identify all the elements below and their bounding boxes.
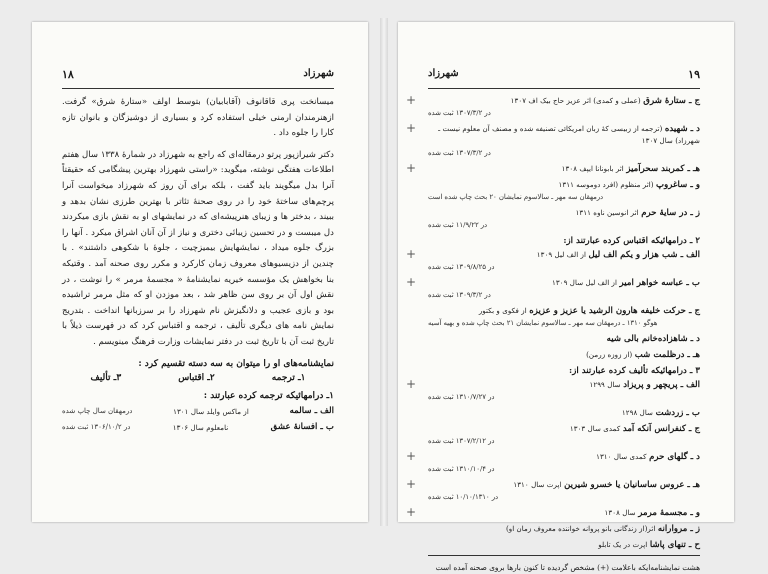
list-item <box>428 539 700 551</box>
list-item-title: ج ـ ستارهٔ شرق <box>643 96 700 106</box>
list-item-date: هوگو ۱۳۱۰ ـ درمهقان سه مهر ـ سالاسوم نمایشان ۲۱ بحث چاپ شده و بهیه آسیه <box>428 319 658 327</box>
left-page <box>32 22 368 522</box>
list-item-title: و ـ ساغروپ <box>656 180 700 190</box>
list-item-title: د ـ گلهای حرم <box>649 452 700 462</box>
list-item-meta: اپرت در یک تابلو <box>598 540 648 549</box>
category-item: ۳ـ تألیف <box>90 372 122 383</box>
list-item <box>406 93 700 119</box>
paragraph: میسانخت پری قاقانوف (آقابابیان) بتوسط اولف «ستارهٔ شرق» گرفت. ازهنرمندان ارمنی خیلی استفاده کرد و بسیاری از دوشیزگان و بانوان تازه کارا را جلوه داد . <box>62 97 334 139</box>
list-item <box>406 247 700 273</box>
list-item-date: در ۱۳۰۷/۲/۱۲ ثبت شده <box>428 437 495 445</box>
list-item-meta: اثر انوسین ناوه ۱۳۱۱ <box>575 208 639 217</box>
list-item-meta: از فکوی و بکتور <box>478 306 527 315</box>
list-item <box>428 523 700 535</box>
list-item-meta: از ماکس وایلد سال ۱۳۰۱ <box>173 406 249 416</box>
list-item-meta: اثر(از زندگانی بانو پروانه خواننده معروف زمان او) <box>505 524 656 533</box>
header-rule <box>428 88 700 89</box>
list-item-title: ب ـ عباسه خواهر امیر <box>619 278 700 288</box>
list-item-date: در ۱۳۰۷/۳/۲ ثبت شده <box>428 149 491 157</box>
list-item-title: الف ـ پریچهر و پریزاد <box>623 380 700 390</box>
list-item-meta: از الف لیل ۱۳۰۹ <box>536 250 586 259</box>
list-item-meta: (ترجمه از زبیسی کهٔ زبان امریکائی تصنیفه شده و مصنف آن معلوم نیست ـ شهرزاد) سال ۱۳۰۷ <box>438 124 700 145</box>
list-item-title: ز ـ در سایهٔ حرم <box>641 208 700 218</box>
list-item <box>406 161 700 175</box>
subheading: نمایشنامه‌های او را میتوان به سه دسته تقسیم کرد : <box>138 358 334 369</box>
page-number: ۱۹ <box>688 68 700 81</box>
footnote: هشت نمایشنامه‌ایکه باعلامت (+) مشخص گردیده تا کنون بارها بروی صحنه آمده است <box>435 563 700 572</box>
category-item: ۲ـ اقتباس <box>178 372 215 383</box>
section-heading: ۲ ـ درامهائیکه اقتباس کرده عبارتند از: <box>563 236 700 246</box>
list-item-date: در ۱۳۱۰/۷/۲۷ ثبت شده <box>428 393 495 401</box>
list-item-meta: کمدی سال ۱۳۱۰ <box>596 452 647 461</box>
running-title: شهرزاد <box>428 68 459 79</box>
list-item-meta: سال ۱۳۰۸ <box>604 508 636 517</box>
list-item-date: در ۱۳۰۹/۸/۲۵ ثبت شده <box>428 263 495 271</box>
list-item-date: در ۱۰/۱۰/۱۳۱۰ ثبت شده <box>428 493 499 501</box>
paragraph: دکتر شیرازپور پرتو درمقاله‌ای که راجع به شهرزاد در شمارهٔ ۱۳۳۸ سال هفتم اطلاعات هفتگی نوشته، میگوید: «راستی شهرزاد بهترین پیشگامی که حقیقتاً آنرا بدل میگویند باید گفت ، بلکه برای آن روز که شهرزاد میخواست آنرا پرچم‌های ساختهٔ خود را در روی صحنهٔ تئاتر با بهترین طرزی نشان بدهد و ببیند ، بدختر ها و زیبای هنرپیشه‌ای که در نمایشهای او به نقش بازی میکردند دل میبست و در تحسین زیبائی دختری و نیاز از آن آنان اشراق میکرد . آنها را بزرگ جلوه میداد ، نمایشهایش بیمیزچیت ، جلوهٔ با شکوهی داشتند» . با چندین از دزیسیوهای معروف زمان کارکرد و مکرر روی صحنه آمد . وقتیکه بنا بخواهش یک مؤسسه خیریه نمایشنامهٔ « مجسمهٔ مرمر » را نوشت ، در نقش اول آن بر روی سن ظاهر شد ، بعد موزدن او که مثل مرمر تراشیده بود و بازی عجیب و دلانگیزش نام شهرزاد را بر سرزبانها انداخت . بتدریج نمایش نامه های دیگری تألیف ، ترجمه و اقتباس کرد که در فهرست ذیلاً با تاریخ ثبت آن با تاریخ ثبت در دفتر نمایشات وزارت فرهنگ مینویسم . <box>62 149 334 347</box>
plus-marker-icon: + <box>406 93 417 107</box>
book-gutter <box>380 18 388 526</box>
list-item-date: درمهقان سه مهر ـ سالاسوم نمایشان ۲۰ بحث چاپ شده است <box>428 193 604 201</box>
plus-marker-icon: + <box>406 121 417 135</box>
list-item <box>428 407 700 419</box>
list-item <box>406 275 700 301</box>
list-item-meta: (اثر منظوم (افرد دوموسه ۱۳۱۱ <box>558 180 654 189</box>
plus-marker-icon: + <box>406 377 417 391</box>
plus-marker-icon: + <box>406 161 417 175</box>
list-item-meta: از الف لیل سال ۱۳۰۹ <box>552 278 617 287</box>
list-item <box>428 333 700 345</box>
list-item-title: د ـ شهیده <box>664 124 700 134</box>
category-item: ۱ـ ترجمه <box>271 372 306 383</box>
left-page-header <box>62 68 334 86</box>
section-heading: ۳ ـ درامهائیکه تألیف کرده عبارتند از: <box>569 366 700 376</box>
list-item-title: هـ ـ درظلمت شب <box>634 350 700 360</box>
right-page-header <box>428 68 700 86</box>
running-title: شهرزاد <box>303 68 334 79</box>
category-list <box>62 373 334 383</box>
list-item-title: ب ـ افسانهٔ عشق <box>270 421 334 432</box>
list-item <box>428 423 700 447</box>
right-page <box>398 22 734 572</box>
list-item-title: ج ـ حرکت خلیفه هارون الرشید یا عزیز و عزیزه <box>529 306 700 316</box>
list-item <box>406 449 700 475</box>
header-rule <box>62 88 334 89</box>
list-item-title: ز ـ مروارانه <box>657 524 700 534</box>
plus-marker-icon: + <box>406 247 417 261</box>
subheading: ۱ـ درامهائیکه ترجمه کرده عبارتند : <box>203 390 334 401</box>
plus-marker-icon: + <box>406 505 417 519</box>
list-item <box>428 349 700 361</box>
list-item-meta: سال ۱۲۹۹ <box>589 380 621 389</box>
list-item-meta: اپرت سال ۱۳۱۰ <box>513 480 562 489</box>
list-item-meta: (از زوزه زرمن) <box>586 350 633 359</box>
list-item-meta: نامعلوم سال ۱۳۰۶ <box>172 422 229 432</box>
list-item <box>406 505 700 519</box>
list-item-meta: سال ۱۲۹۸ <box>621 408 654 417</box>
list-item <box>406 477 700 503</box>
list-item-title: هـ ـ عروس ساسانیان یا خسرو شیرین <box>564 480 700 490</box>
list-item-meta: اثر بابونانا ایپف ۱۳۰۸ <box>561 164 624 173</box>
list-item <box>428 305 700 329</box>
list-item-date: درمهقان سال چاپ شده <box>62 406 133 415</box>
plus-marker-icon: + <box>406 275 417 289</box>
list-item <box>428 207 700 231</box>
plus-marker-icon: + <box>406 449 417 463</box>
list-item <box>406 377 700 403</box>
list-item-date: در ۱۱/۹/۲۲ ثبت شده <box>428 221 488 229</box>
footnote-rule <box>428 555 700 556</box>
page-number: ۱۸ <box>62 68 74 81</box>
list-item-title: د ـ شاهزاده‌خانم بالی شیه <box>606 334 700 344</box>
list-item-title: الف ـ شب هزار و یکم الف لیل <box>588 250 700 260</box>
list-item-title: ج ـ کنفرانس آنکه آمد <box>622 424 700 434</box>
plus-marker-icon: + <box>406 477 417 491</box>
list-item-date: در ۱۳۰۶/۱۰/۲ ثبت شده <box>62 422 131 431</box>
list-item-title: و ـ مجسمهٔ مرمر <box>638 508 700 518</box>
list-item <box>406 121 700 159</box>
list-item <box>428 179 700 203</box>
list-item-title: هـ ـ کمربند سحرآمیز <box>626 164 700 174</box>
list-item-date: در ۱۳۱۰/۱۰/۴ ثبت شده <box>428 465 495 473</box>
list-item-date: در ۱۳۰۷/۳/۲ ثبت شده <box>428 109 491 117</box>
list-item-title: ب ـ زردشت <box>655 408 700 418</box>
list-item-date: در ۱۳۰۹/۳/۲ ثبت شده <box>428 291 491 299</box>
list-item-meta: (عملی و کمدی) اثر عزیز حاج بیک اف ۱۳۰۷ <box>510 96 641 105</box>
list-item-title: ح ـ تنهای پاشا <box>649 540 700 550</box>
list-item <box>62 421 334 434</box>
list-item-title: الف ـ سالمه <box>289 405 334 416</box>
list-item <box>62 405 334 418</box>
list-item-meta: کمدی سال ۱۳۰۳ <box>569 424 621 433</box>
